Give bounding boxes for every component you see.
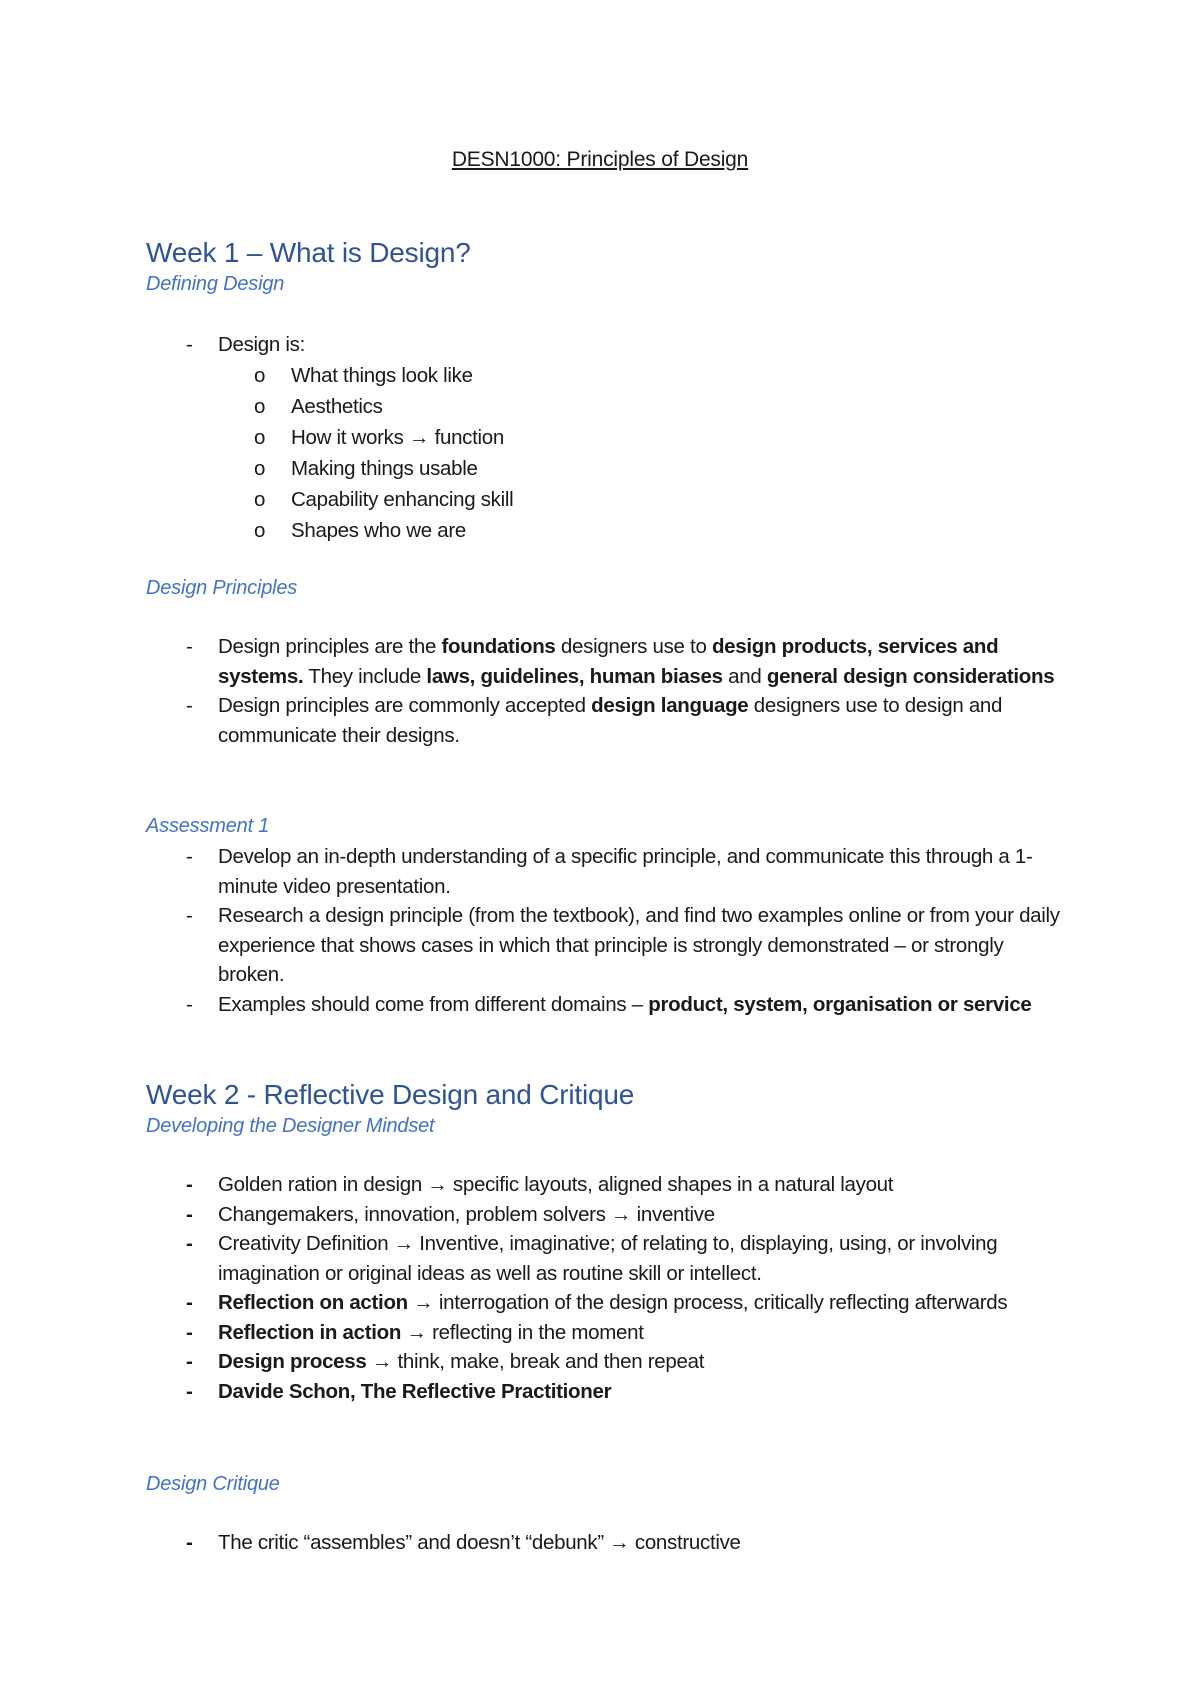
list-item-text: Shapes who we are [291,518,466,542]
bold-run: Davide Schon, The Reflective Practitioner [218,1379,612,1403]
bold-run: design language [591,694,749,717]
design-principles-list [146,632,1066,750]
list-item [146,484,1066,515]
text-run: designers use to [555,635,712,658]
bullet-marker: o [254,487,266,511]
list-item [146,453,1066,484]
bold-run: design products, services and systems. [218,635,999,688]
bullet-marker: o [254,425,266,449]
week1-section [146,236,1066,298]
dash-marker: - [186,1379,193,1403]
dash-marker: - [186,1350,193,1373]
bold-run: Reflection on action [218,1291,408,1314]
list-item-text: Develop an in-depth understanding of a specific principle, and communicate this through a 1-minute video presentation. [218,845,1033,898]
text-run: Examples should come from different domains – [218,992,649,1016]
bullet-marker: o [254,456,266,480]
bullet-marker: o [254,363,266,387]
mindset-list [146,1170,1066,1406]
text-run: They include [303,664,427,688]
list-item [146,1347,1066,1377]
list-item [146,422,1066,453]
bold-run: product, system, organisation or service [648,992,1032,1016]
list-item [146,360,1066,391]
bold-run: Reflection in action [218,1320,402,1344]
text-run: and [722,664,767,688]
week1-heading: Week 1 – What is Design? [146,237,471,268]
list-item [146,330,1066,360]
bold-run: foundations [441,635,556,658]
design-principles-subheading: Design Principles [146,577,298,599]
list-item-text: Making things usable [291,456,478,480]
dash-marker: - [186,1320,193,1344]
bold-run: Design process [218,1350,367,1373]
list-item-text: What things look like [291,363,473,387]
list-item-text: Changemakers, innovation, problem solvers → inventive [218,1202,715,1226]
list-item [146,1229,1066,1288]
assessment-subheading: Assessment 1 [146,815,270,837]
bullet-marker: o [254,394,266,418]
list-item [146,1318,1066,1348]
week2-section [146,1078,1066,1140]
bold-run: laws, guidelines, human biases [426,664,723,688]
list-item [146,515,1066,546]
list-item-text: Research a design principle (from the textbook), and find two examples online or from your daily experience that shows cases in which that principle is strongly demonstrated – or strongly broken. [218,904,1060,986]
dash-marker: - [186,845,193,868]
list-item [146,990,1066,1020]
design-principles-section [146,574,1066,602]
critique-subheading: Design Critique [146,1473,280,1495]
dash-marker: - [186,1531,193,1554]
mindset-subheading: Developing the Designer Mindset [146,1115,435,1137]
dash-marker: - [186,694,193,717]
dash-marker: - [186,1291,193,1314]
document-title: DESN1000: Principles of Design [451,148,749,171]
list-item [146,901,1066,990]
dash-marker: - [186,904,193,927]
list-item-text: Aesthetics [291,394,383,418]
list-item-text: Creativity Definition → Inventive, imaginative; of relating to, displaying, using, or involving imagination or original ideas as well as routine skill or intellect. [218,1232,998,1285]
list-item-text: How it works → function [291,425,504,449]
dash-marker: - [186,635,193,658]
text-run: → reflecting in the moment [401,1320,644,1344]
text-run: → interrogation of the design process, critically reflecting afterwards [407,1291,1008,1314]
dash-marker: - [186,1202,193,1226]
critique-section [146,1470,1066,1498]
list-item [146,1377,1066,1407]
dash-marker: - [186,992,193,1016]
text-run: → think, make, break and then repeat [366,1350,705,1373]
text-run: Design principles are the [218,635,442,658]
list-item [146,632,1066,691]
text-run: designers use to design and communicate their designs. [218,694,1003,747]
assessment-section [146,812,1066,1019]
list-item-text: Capability enhancing skill [291,487,514,511]
week2-heading: Week 2 - Reflective Design and Critique [146,1079,635,1110]
bullet-marker: o [254,518,266,542]
dash-marker: - [186,1173,193,1196]
list-item [146,1200,1066,1230]
dash-marker: - [186,333,193,356]
list-item-text: The critic “assembles” and doesn’t “debunk” → constructive [218,1531,741,1554]
list-item [146,691,1066,750]
list-item [146,1528,1066,1558]
list-item [146,1170,1066,1200]
bold-run: general design considerations [766,664,1055,688]
critique-list [146,1528,1066,1558]
list-item [146,391,1066,422]
list-item-text: Golden ration in design → specific layouts, aligned shapes in a natural layout [218,1173,894,1196]
defining-design-list [146,330,1066,546]
list-item [146,1288,1066,1318]
text-run: Design principles are commonly accepted [218,694,592,717]
dash-marker: - [186,1232,193,1255]
design-is-label: Design is: [218,333,306,356]
defining-design-subheading: Defining Design [146,273,285,295]
list-item [146,842,1066,901]
